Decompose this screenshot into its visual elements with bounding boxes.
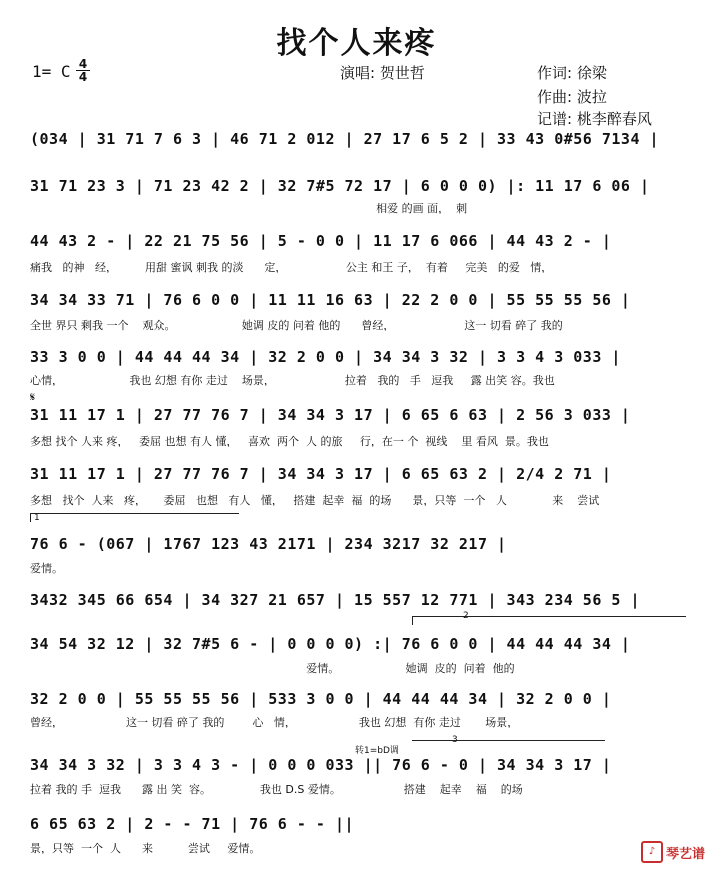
score-row: 44 43 2 - | 22 21 75 56 | 5 - 0 0 | 11 17 6 066 | 44 43 2 - | [30,232,612,250]
composer-credit: 作曲: 波拉 [537,88,607,106]
segno-icon: 𝄋 [30,390,36,404]
time-signature-bottom: 4 [76,70,90,83]
score-row: (034 | 31 71 7 6 3 | 46 71 2 012 | 27 17 6 5 2 | 33 43 0#56 7134 | [30,130,660,148]
lyricist-credit: 作词: 徐梁 [537,64,607,82]
lyric-row: 心情， 我也 幻想 有你 走过 场景， 拉着 我的 手 逗我 露 出笑 容。我也 [30,374,555,386]
score-row: 34 54 32 12 | 32 7#5 6 - | 0 0 0 0) :| 76 6 0 0 | 44 44 44 34 | [30,635,631,653]
score-row: 32 2 0 0 | 55 55 55 56 | 533 3 0 0 | 44 44 44 34 | 32 2 0 0 | [30,690,612,708]
score-row: 76 6 - (067 | 1767 123 43 2171 | 234 3217 32 217 | [30,535,507,553]
score-row: 3432 345 66 654 | 34 327 21 657 | 15 557 12 771 | 343 234 56 5 | [30,591,640,609]
triplet-bracket [412,735,605,749]
time-signature-top: 4 [78,57,88,71]
score-row: 34 34 3 32 | 3 3 4 3 - | 0 0 0 033 || 76 6 - 0 | 34 34 3 17 | [30,756,612,774]
lyric-row [30,150,685,164]
time-signature [76,58,90,83]
lyric-row: 景，只等 一个 人 来 尝试 爱情。 [30,842,261,854]
volta-2-label: 2 [463,611,469,621]
singer-credit: 演唱: 贺世哲 [340,64,425,82]
lyric-row: 拉着 我的 手 逗我 露 出 笑 容。 我也 D.S 爱情。 搭建 起幸 福 的场 [30,783,523,795]
modulation-note: 转1=bD调 [355,746,399,756]
score-row: 34 34 33 71 | 76 6 0 0 | 11 11 16 63 | 22 2 0 0 | 55 55 55 56 | [30,291,631,309]
volta-1-label: 1 [34,513,40,523]
volta-1-bracket [30,513,239,522]
score-row: 31 11 17 1 | 27 77 76 7 | 34 34 3 17 | 6 65 63 2 | 2/4 2 71 | [30,465,612,483]
song-title: 找个人来疼 [276,26,437,61]
lyric-row: 曾经， 这一 切看 碎了 我的 心 情， 我也 幻想 有你 走过 场景， [30,716,519,728]
transcriber-credit: 记谱: 桃李醉春风 [537,110,652,128]
lyric-row: 全世 界只 剩我 一个 观众。 她调 皮的 问着 他的 曾经， 这一 切看 碎了 我的 [30,319,563,331]
lyric-row: 痛我 的神 经， 用甜 蜜讽 刺我 的淡 定， 公主 和王 子， 有着 完美 的爱 情， [30,261,553,273]
score-row: 6 65 63 2 | 2 - - 71 | 76 6 - - || [30,815,355,833]
score-row: 31 71 23 3 | 71 23 42 2 | 32 7#5 72 17 | 6 0 0 0) |: 11 17 6 06 | [30,177,650,195]
score-row: 31 11 17 1 | 27 77 76 7 | 34 34 3 17 | 6 65 6 63 | 2 56 3 033 | [30,406,631,424]
watermark-logo [641,841,705,863]
lyric-row: 爱情。 她调 皮的 问着 他的 [30,662,515,674]
lyric-row: 爱情。 [30,562,63,574]
triplet-label: 3 [452,735,458,745]
volta-2-bracket [412,611,686,625]
lyric-row: 多想 找个 人来 疼， 委屈 也想 有人 懂， 搭建 起幸 福 的场 景，只等 一个 人 来 尝试 [30,494,600,506]
key-signature: 1= C [32,62,71,81]
watermark-logo-icon: ♪ [641,841,663,863]
lyric-row: 相爱 的画 面， 刺 [30,202,468,214]
lyric-row: 多想 找个 人来 疼， 委屈 也想 有人 懂， 喜欢 两个 人 的旅 行，在一 个 视线 里 看风 景。我也 [30,435,549,447]
score-row: 33 3 0 0 | 44 44 44 34 | 32 2 0 0 | 34 34 3 32 | 3 3 4 3 033 | [30,348,621,366]
watermark-text: 琴艺谱 [665,846,705,862]
